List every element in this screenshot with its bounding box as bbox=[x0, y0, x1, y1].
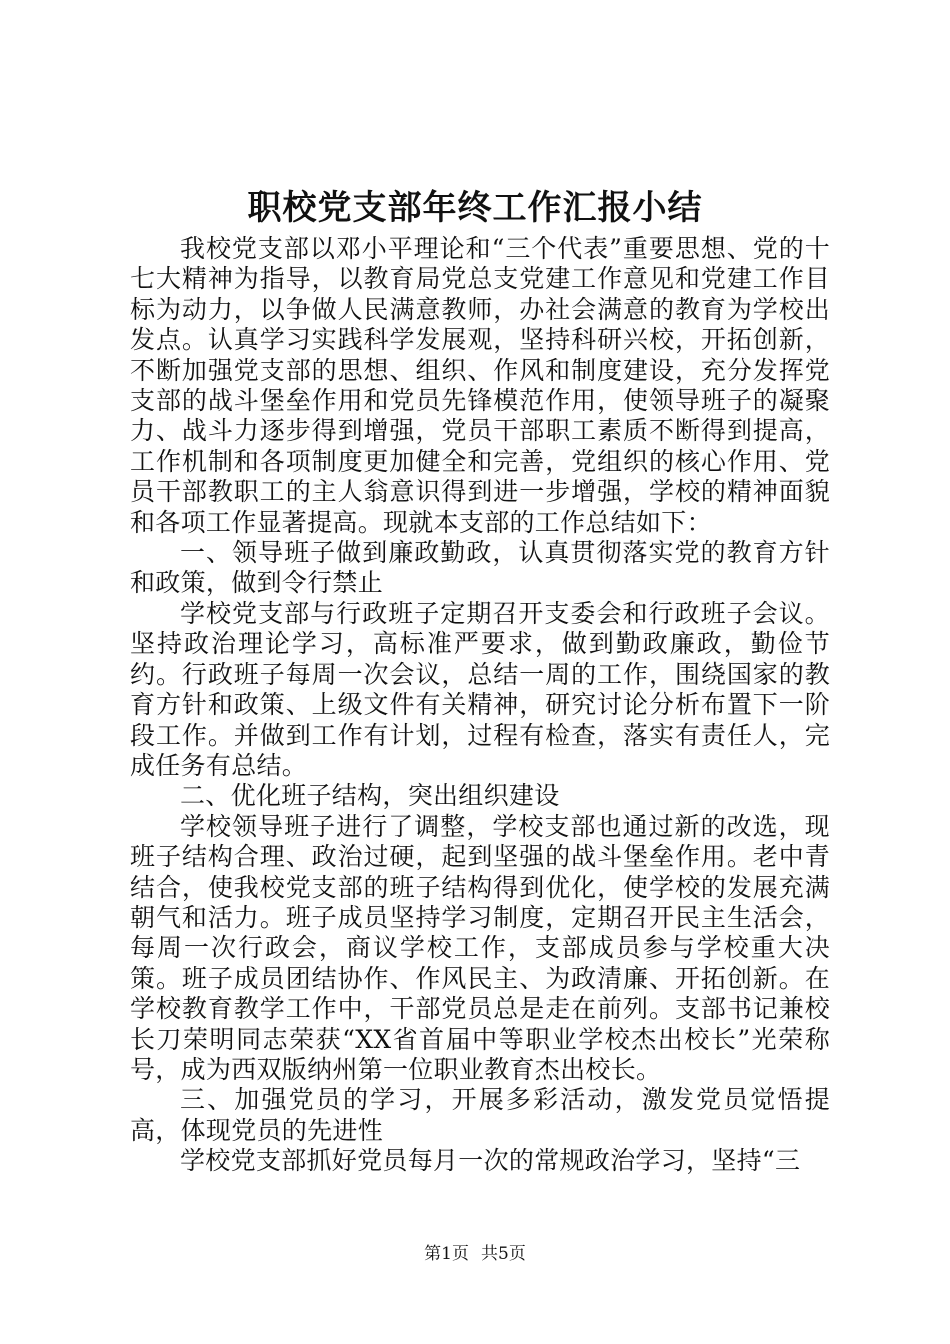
section-1-paragraph: 学校党支部与行政班子定期召开支委会和行政班子会议。坚持政治理论学习，高标准严要求，做到勤政廉政，勤俭节约。行政班子每周一次会议，总结一周的工作，围绕国家的教育方针和政策、上级文件有关精神，研究讨论分析布置下一阶段工作。并做到工作有计划，过程有检查，落实有责任人，完成任务有总结。 bbox=[130, 598, 830, 780]
page-footer bbox=[0, 1243, 950, 1265]
intro-paragraph: 我校党支部以邓小平理论和“三个代表”重要思想、党的十七大精神为指导，以教育局党总支党建工作意见和党建工作目标为动力，以争做人民满意教师，办社会满意的教育为学校出发点。认真学习实践科学发展观，坚持科研兴校，开拓创新，不断加强党支部的思想、组织、作风和制度建设，充分发挥党支部的战斗堡垒作用和党员先锋模范作用，使领导班子的凝聚力、战斗力逐步得到增强，党员干部职工素质不断得到提高，工作机制和各项制度更加健全和完善，党组织的核心作用、党员干部教职工的主人翁意识得到进一步增强，学校的精神面貌和各项工作显著提高。现就本支部的工作总结如下： bbox=[130, 234, 830, 537]
document-body bbox=[130, 234, 830, 1177]
section-2-paragraph: 学校领导班子进行了调整，学校支部也通过新的改选，现班子结构合理、政治过硬，起到坚强的战斗堡垒作用。老中青结合，使我校党支部的班子结构得到优化，使学校的发展充满朝气和活力。班子成员坚持学习制度，定期召开民主生活会，每周一次行政会，商议学校工作，支部成员参与学校重大决策。班子成员团结协作、作风民主、为政清廉、开拓创新。在学校教育教学工作中，干部党员总是走在前列。支部书记兼校长刀荣明同志荣获“XX省首届中等职业学校杰出校长”光荣称号，成为西双版纳州第一位职业教育杰出校长。 bbox=[130, 811, 830, 1084]
section-heading-1: 一、领导班子做到廉政勤政，认真贯彻落实党的教育方针和政策，做到令行禁止 bbox=[130, 538, 830, 598]
section-heading-2: 二、优化班子结构，突出组织建设 bbox=[180, 781, 560, 811]
page-total: 共5页 bbox=[481, 1244, 526, 1264]
section-heading-3: 三、加强党员的学习，开展多彩活动，激发党员觉悟提高，体现党员的先进性 bbox=[130, 1085, 830, 1145]
section-3-paragraph: 学校党支部抓好党员每月一次的常规政治学习，坚持“三 bbox=[180, 1146, 801, 1176]
document-title: 职校党支部年终工作汇报小结 bbox=[247, 188, 703, 228]
page-number: 第1页 bbox=[424, 1244, 469, 1264]
